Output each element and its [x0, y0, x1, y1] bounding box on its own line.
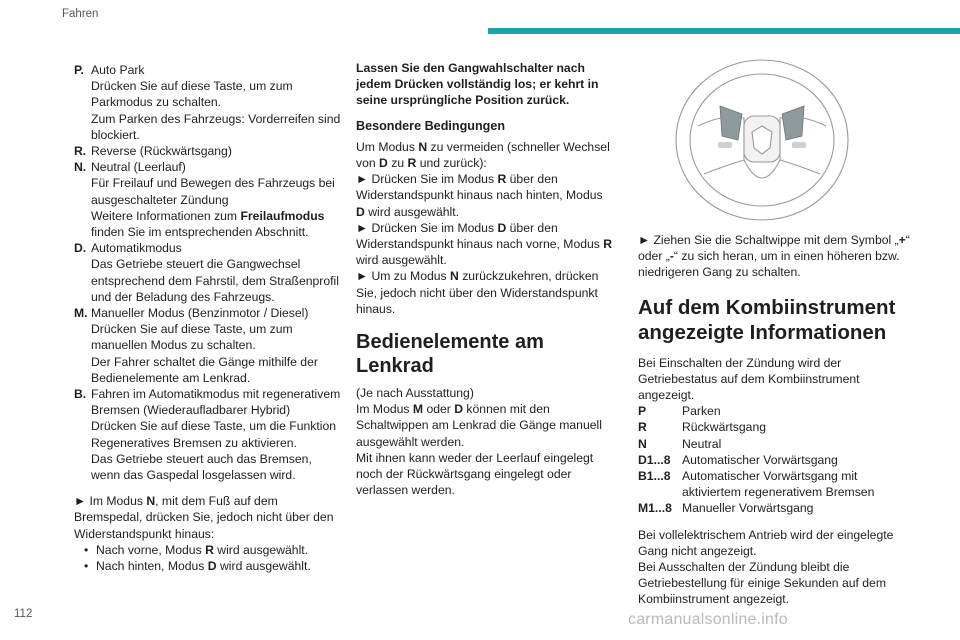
watermark: carmanualsonline.info — [628, 611, 788, 628]
release-warning: Lassen Sie den Gangwahlschalter nach jedem Drücken vollständig los; er kehrt in seine ursprüngliche Position zurück. — [356, 61, 599, 108]
text-run: D — [207, 559, 217, 574]
gear-value: Rückwärtsgang — [682, 420, 766, 435]
mode-b — [74, 386, 342, 483]
gear-row — [638, 468, 910, 500]
mode-line: Auto Park — [91, 63, 145, 77]
mode-line: Neutral (Leerlauf) — [91, 160, 186, 175]
text-run: R — [407, 156, 417, 171]
spoke-button-icon — [718, 142, 732, 148]
text-run: N — [450, 269, 459, 284]
gear-row — [638, 419, 910, 435]
text-run: - — [669, 249, 674, 264]
steering-paddles-text — [356, 401, 614, 450]
mode-n — [74, 159, 342, 240]
text-run: oder — [423, 402, 455, 417]
text-run: können mit den Schaltwippen am Lenkrad die Gänge manuell ausgewählt werden. — [356, 402, 602, 449]
text-run: Nach vorne, Modus — [96, 542, 206, 557]
mode-key: D. — [74, 241, 87, 256]
mode-key: R. — [74, 144, 87, 159]
text-run: ► Um zu Modus — [356, 269, 451, 284]
cluster-info-heading: Auf dem Kombiinstrument angezeigte Informationen — [638, 295, 896, 344]
mode-line: Das Getriebe steuert auch das Bremsen, wenn das Gaspedal losgelassen wird. — [91, 451, 312, 483]
step-2 — [356, 220, 614, 269]
bullet-dot: • — [84, 542, 89, 557]
steering-limitation-text: Mit ihnen kann weder der Leerlauf eingelegt noch der Rückwärtsgang eingelegt oder verlassen werden. — [356, 450, 594, 498]
mode-line: Das Getriebe steuert die Gangwechsel entsprechend dem Fahrstil, dem Straßenprofil und der Beladung des Fahrzeugs. — [91, 257, 339, 304]
text-run: wird ausgewählt. — [364, 204, 459, 219]
mode-key: B. — [74, 387, 87, 402]
text-run: wird ausgewählt. — [213, 542, 309, 557]
text-run: zurückzukehren, drücken Sie, jedoch nicht über den Widerstandspunkt hinaus. — [356, 269, 599, 316]
text-run: R — [205, 542, 214, 557]
electric-note: Bei vollelektrischem Antrieb wird der eingelegte Gang nicht angezeigt. — [638, 527, 894, 558]
paddle-minus-icon — [720, 106, 742, 140]
text-run: , mit dem Fuß auf dem Bremspedal, drücken Sie, jedoch nicht über den Widerstandspunkt hinaus: — [74, 494, 334, 541]
text-run: finden Sie im entsprechenden Abschnitt. — [91, 225, 309, 240]
text-run: wird ausgewählt. — [216, 559, 311, 574]
text-run: N — [146, 494, 156, 509]
column-right — [638, 232, 910, 608]
text-run: Um Modus — [356, 139, 419, 154]
lower-spoke — [744, 160, 780, 178]
gear-key: N — [638, 436, 647, 451]
text-run: R — [497, 172, 507, 187]
text-run: D — [356, 204, 365, 219]
gear-row — [638, 452, 910, 468]
mode-key: P. — [74, 63, 84, 77]
mode-line: Drücken Sie auf diese Taste, um die Funktion Regeneratives Bremsen zu aktivieren. — [91, 419, 337, 450]
gear-value: Neutral — [682, 436, 722, 451]
text-run: zu — [387, 156, 408, 171]
paddle-plus-icon — [782, 106, 804, 140]
steering-equipment-note: (Je nach Ausstattung) — [356, 386, 474, 401]
text-run: zu vermeiden (schneller Wechsel von — [356, 139, 610, 171]
mode-line: Reverse (Rückwärtsgang) — [91, 144, 232, 159]
special-intro — [356, 139, 614, 171]
mode-line: Drücken Sie auf diese Taste, um zum Parkmodus zu schalten. — [91, 79, 293, 110]
text-run: M — [412, 402, 424, 417]
steering-controls-heading: Bedienelemente am Lenkrad — [356, 331, 544, 378]
gear-key: B1...8 — [638, 469, 671, 484]
step-3 — [356, 268, 614, 317]
text-run: ► Ziehen Sie die Schaltwippe mit dem Symbol „ — [638, 233, 899, 247]
gear-row — [638, 403, 910, 419]
text-run: D — [497, 220, 507, 235]
mode-key: N. — [74, 160, 87, 175]
text-run: “ zu sich heran, um in einen höheren bzw. niedrigeren Gang zu schalten. — [638, 249, 900, 280]
mode-m — [74, 305, 342, 386]
text-run: ► Drücken Sie im Modus — [356, 172, 498, 187]
bullet-dot: • — [84, 559, 89, 574]
column-middle — [356, 60, 614, 498]
gear-key: M1...8 — [638, 501, 672, 516]
mode-line — [91, 208, 342, 240]
text-run: über den Widerstandspunkt hinaus nach vorne, Modus — [356, 220, 604, 252]
text-run: Nach hinten, Modus — [96, 559, 208, 574]
text-run: D — [379, 156, 388, 171]
text-run: wird ausgewählt. — [356, 253, 447, 268]
mode-line: Manueller Modus (Benzinmotor / Diesel) — [91, 306, 309, 321]
mode-d — [74, 240, 342, 305]
cross-reference: Freilaufmodus — [240, 208, 325, 223]
steering-wheel-illustration — [664, 56, 860, 228]
text-run: N — [418, 139, 428, 154]
text-run: über den Widerstandspunkt hinaus nach hinten, Modus — [356, 172, 603, 203]
text-run: D — [454, 402, 464, 417]
neutral-instruction — [74, 493, 342, 542]
step-1 — [356, 171, 614, 220]
spoke-button-icon — [792, 142, 806, 148]
text-run: Im Modus — [356, 402, 413, 417]
mode-line: Drücken Sie auf diese Taste, um zum manuellen Modus zu schalten. — [91, 322, 293, 353]
gear-value: Manueller Vorwärtsgang — [682, 501, 814, 516]
text-run: R — [603, 237, 613, 252]
cluster-intro: Bei Einschalten der Zündung wird der Getriebestatus auf dem Kombiinstrument angezeigt. — [638, 355, 860, 403]
gear-value: Automatischer Vorwärtsgang mit aktiviertem regenerativem Bremsen — [682, 469, 875, 500]
special-conditions-heading: Besondere Bedingungen — [356, 118, 506, 133]
text-run: + — [898, 233, 906, 247]
gear-value: Automatischer Vorwärtsgang — [682, 452, 838, 467]
mode-line: Der Fahrer schaltet die Gänge mithilfe der Bedienelemente am Lenkrad. — [91, 354, 318, 385]
header-accent-bar — [488, 28, 960, 34]
mode-line: Fahren im Automatikmodus mit regenerativem Bremsen (Wiederaufladbarer Hybrid) — [91, 387, 341, 418]
text-run: ► Drücken Sie im Modus — [356, 220, 498, 235]
page-number: 112 — [14, 608, 33, 620]
mode-r — [74, 143, 342, 159]
gear-row — [638, 500, 910, 516]
mode-p — [74, 62, 342, 143]
column-left — [74, 62, 342, 574]
text-run: und zurück): — [416, 156, 487, 171]
mode-line: Automatikmodus — [91, 241, 182, 256]
text-run: “ oder „ — [638, 233, 910, 264]
list-item — [74, 542, 342, 558]
header-title: Fahren — [62, 8, 99, 20]
mode-key: M. — [74, 306, 88, 321]
paddle-instruction — [638, 232, 910, 281]
text-run: ► Im Modus — [74, 494, 147, 509]
ignition-off-note: Bei Ausschalten der Zündung bleibt die Getriebestellung für einige Sekunden auf dem Kombiinstrument angezeigt. — [638, 560, 886, 607]
gear-value: Parken — [682, 404, 721, 419]
mode-line: Zum Parken des Fahrzeugs: Vorderreifen sind blockiert. — [91, 111, 341, 142]
gear-key: P — [638, 404, 647, 419]
text-run: Weitere Informationen zum — [91, 208, 241, 223]
list-item — [74, 558, 342, 574]
gear-row — [638, 436, 910, 452]
gear-key: D1...8 — [638, 452, 671, 467]
gear-key: R — [638, 420, 647, 435]
mode-line: Für Freilauf und Bewegen des Fahrzeugs bei ausgeschalteter Zündung — [91, 176, 335, 207]
